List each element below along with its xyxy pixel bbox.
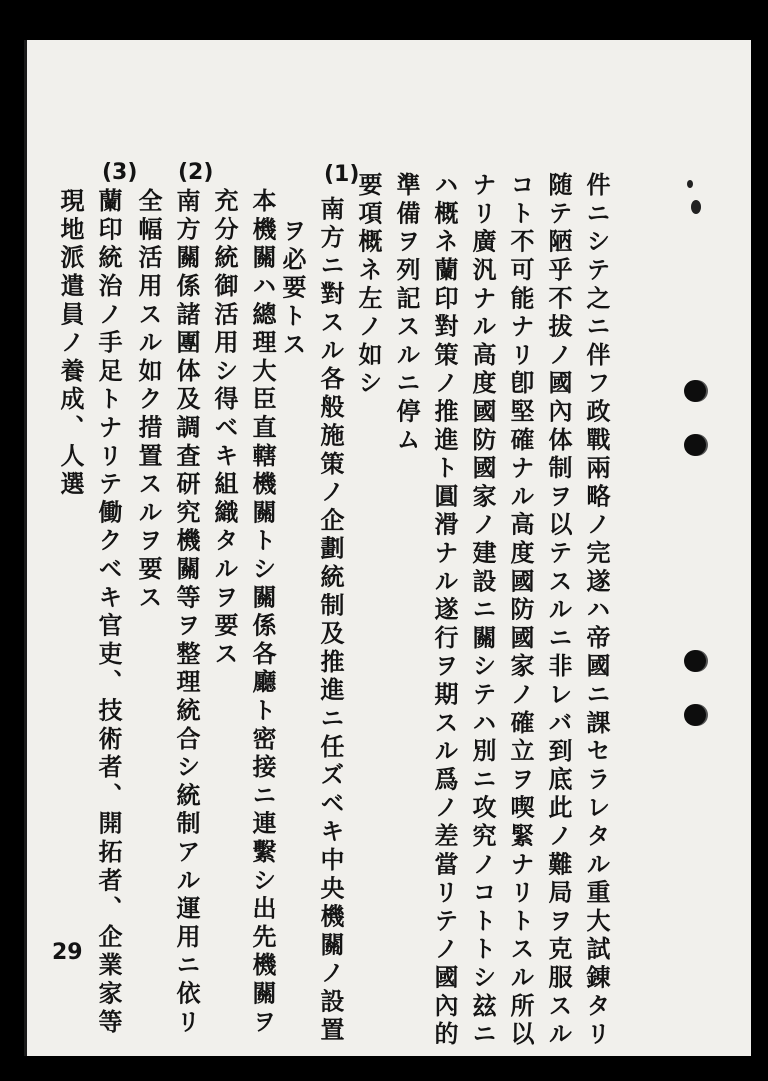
text-column-2: 随テ陋乎不拔ノ國內体制ヲ以テスルニ非レバ到底此ノ難局ヲ克服スル (544, 172, 573, 1050)
text-column-3: コト不可能ナリ卽堅確ナル高度國防國家ノ確立ヲ喫緊ナリトスル所以 (506, 172, 535, 1050)
ink-speck (691, 200, 701, 214)
text-column-8: 南方ニ對スル各般施策ノ企劃統制及推進ニ任ズベキ中央機關ノ設置 (316, 196, 345, 1045)
text-column-1: 件ニシテ之ニ伴フ政戰兩略ノ完遂ハ帝國ニ課セラレタル重大試錬タリ (582, 172, 611, 1050)
text-column-5: ハ概ネ蘭印對策ノ推進ト圓滑ナル遂行ヲ期スル爲ノ差當リテノ國內的 (430, 172, 459, 1050)
text-column-15: 現地派遣員ノ養成、人選 (56, 188, 85, 500)
item-marker-1: (1) (324, 162, 360, 187)
text-column-11: 充分統御活用シ得ベキ組織タルヲ要ス (210, 188, 239, 670)
text-column-13: 全幅活用スル如ク措置スルヲ要ス (134, 188, 163, 613)
text-column-12: 南方關係諸團体及調査研究機關等ヲ整理統合シ統制アル運用ニ依リ (172, 188, 201, 1037)
text-column-7: 要項概ネ左ノ如シ (354, 172, 383, 399)
text-column-14: 蘭印統治ノ手足トナリテ働クベキ官吏、技術者、開拓者、企業家等 (94, 188, 123, 1037)
page-number: 29 (52, 940, 83, 965)
ink-speck (687, 180, 693, 188)
text-column-9: ヲ必要トス (278, 218, 307, 360)
item-marker-3: (3) (102, 160, 138, 185)
text-column-4: ナリ廣汎ナル高度國防國家ノ建設ニ關シテハ別ニ攻究ノコトトシ玆ニ (468, 172, 497, 1050)
item-marker-2: (2) (178, 160, 214, 185)
text-column-10: 本機關ハ總理大臣直轄機關トシ關係各廳ト密接ニ連繫シ出先機關ヲ (248, 188, 277, 1037)
punch-hole (684, 434, 706, 456)
punch-hole (684, 650, 706, 672)
punch-hole (684, 704, 706, 726)
text-column-6: 準備ヲ列記スルニ停ム (392, 172, 421, 455)
punch-hole (684, 380, 706, 402)
